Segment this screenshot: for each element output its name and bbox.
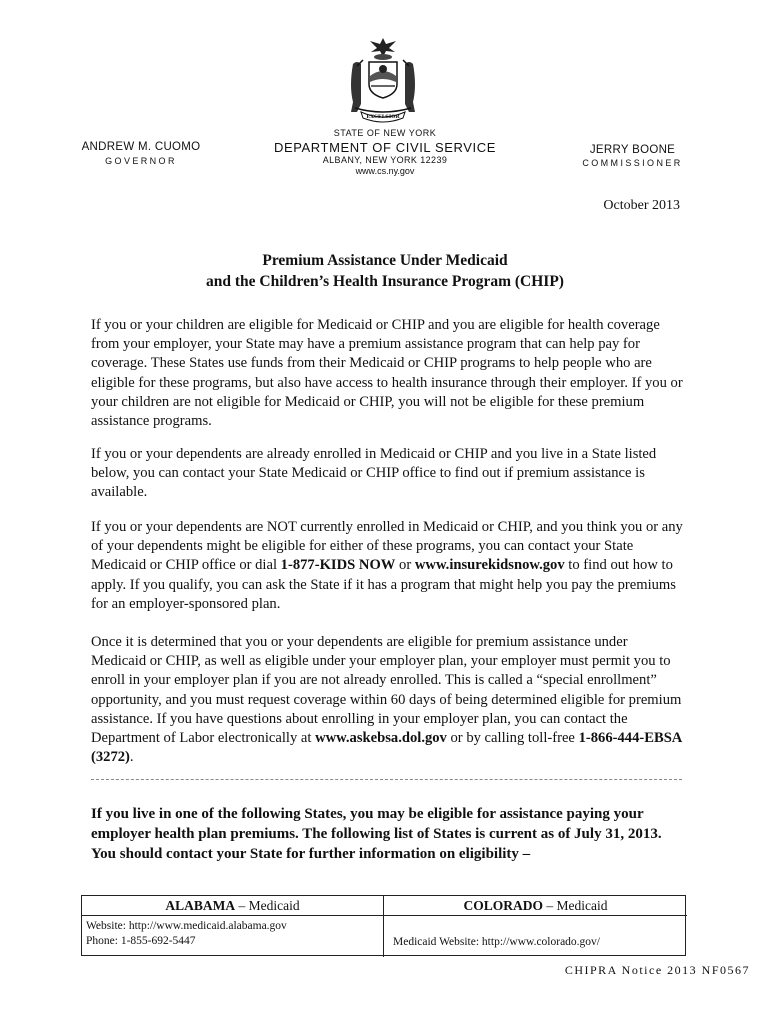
state-header-alabama [82,896,384,916]
letterhead-website: www.cs.ny.gov [355,166,415,176]
new-york-state-seal [343,36,423,124]
paragraph-already-enrolled: If you or your dependents are already enrolled in Medicaid or CHIP and you live in a State listed below, you can contact your State Medicaid or CHIP office to find out if premium assistance is available. [91,446,657,501]
svg-text:EXCELSIOR: EXCELSIOR [366,114,400,120]
state-details-alabama [82,916,384,957]
state-details-colorado [384,916,687,957]
title-line-1: Premium Assistance Under Medicaid [262,252,508,269]
alabama-phone: Phone: 1-855-692-5447 [86,935,196,947]
state-program: – Medicaid [543,898,608,913]
colorado-website[interactable]: Medicaid Website: http://www.colorado.gov/ [393,936,600,948]
letter-date: October 2013 [603,198,680,213]
governor-name: ANDREW M. CUOMO [81,141,201,153]
insurekidsnow-link[interactable]: www.insurekidsnow.gov [414,557,565,574]
commissioner-name: JERRY BOONE [589,144,676,156]
paragraph-special-enrollment [91,633,686,767]
paragraph-not-enrolled [91,518,686,614]
paragraph-eligibility: If you or your children are eligible for Medicaid or CHIP and you are eligible for health coverage from your employer, your State may have a premium assistance program that can help pay for coverage. These States use funds from their Medicaid or CHIP programs to help people who are eligible for these programs, but also have access to health insurance through their employer. If you or your children are not eligible for Medicaid or CHIP, you will not be eligible for these premium assistance programs. [91,317,683,430]
alabama-website[interactable]: Website: http://www.medicaid.alabama.gov [86,920,287,932]
p3-text-a: If you or your dependents are NOT currently enrolled in Medicaid or CHIP, and you think you or any of your dependents might be eligible for either of these programs, you can contact your State Medicaid or CHIP office or dial [91,519,683,574]
state-contact-table [81,895,686,956]
letterhead-department: DEPARTMENT OF CIVIL SERVICE [273,140,497,155]
document-title [90,250,680,292]
governor-title: GOVERNOR [105,156,177,166]
p4-text-c: . [129,749,134,766]
ebsa-phone: 1-866-444-EBSA (3272) [91,730,682,766]
askebsa-link[interactable]: www.askebsa.dol.gov [315,730,447,747]
title-line-2: and the Children’s Health Insurance Program (CHIP) [206,273,564,290]
kids-now-phone: 1-877-KIDS NOW [280,557,396,574]
section-divider [91,779,682,780]
states-intro: If you live in one of the following States, you may be eligible for assistance paying your employer health plan premiums. The following list of States is current as of July 31, 2013. You should contact your State for further information on eligibility – [91,806,662,862]
state-name: COLORADO [463,898,544,913]
letterhead-address: ALBANY, NEW YORK 12239 [322,155,448,165]
p3-text-b: or [395,557,415,574]
p4-text-a: Once it is determined that you or your dependents are eligible for premium assistance under Medicaid or CHIP, as well as eligible under your employer plan, your employer must permit you to enroll in your employer plan if you are not already enrolled. This is called a “special enrollment” opportunity, and you must request coverage within 60 days of being determined eligible for premium assistance. If you have questions about enrolling in your employer plan, you can contact the Department of Labor electronically at [91,634,682,747]
state-header-colorado [384,896,687,916]
state-name: ALABAMA [165,898,236,913]
letterhead-state: STATE OF NEW YORK [333,128,437,138]
p3-text-c: to find out how to apply. If you qualify, you can ask the State if it has a program that might help you pay the premiums for an employer-sponsored plan. [91,557,676,612]
footer-notice-id: CHIPRA Notice 2013 NF0567 [564,963,750,977]
commissioner-title: COMMISSIONER [582,158,683,168]
state-program: – Medicaid [235,898,300,913]
p4-text-b: or by calling toll-free [446,730,579,747]
